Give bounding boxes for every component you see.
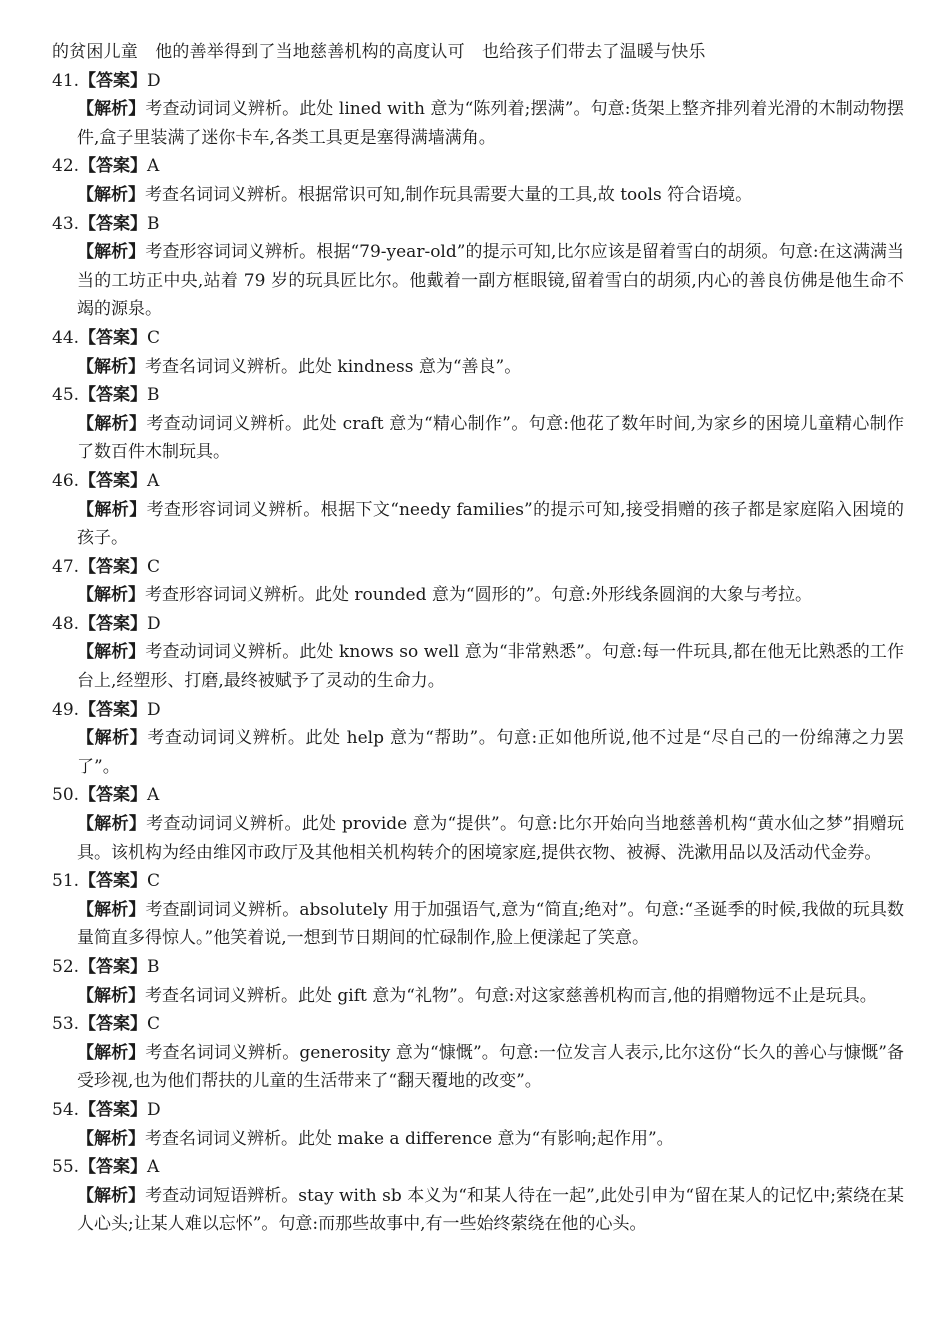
answer-tag: 【答案】 xyxy=(79,871,148,892)
answer-line xyxy=(52,152,904,181)
explanation-text: 考查动词词义辨析。此处 craft 意为“精心制作”。句意:他花了数年时间,为家乡的困境儿童精心制作了数百件木制玩具。 xyxy=(77,413,905,463)
explanation xyxy=(52,1125,904,1154)
explanation xyxy=(52,1182,904,1239)
answer-value: D xyxy=(147,1099,161,1120)
explanation-tag: 【解析】 xyxy=(77,356,145,377)
answer-value: A xyxy=(147,470,160,491)
question-number: 43. xyxy=(52,213,80,234)
answer-tag: 【答案】 xyxy=(79,385,148,406)
answer-line xyxy=(52,381,904,410)
explanation xyxy=(52,896,904,953)
explanation-tag: 【解析】 xyxy=(77,242,146,263)
explanation-tag: 【解析】 xyxy=(77,814,147,835)
question-number: 42. xyxy=(52,156,80,177)
explanation xyxy=(52,810,904,867)
answer-line xyxy=(52,953,904,982)
answer-value: D xyxy=(147,613,161,634)
explanation-tag: 【解析】 xyxy=(77,642,146,663)
answer-tag: 【答案】 xyxy=(79,1099,148,1120)
answer-line xyxy=(52,781,904,810)
explanation xyxy=(52,238,904,324)
question-number: 51. xyxy=(52,871,80,892)
explanation xyxy=(52,496,904,553)
answer-tag: 【答案】 xyxy=(79,613,148,634)
answer-line xyxy=(52,553,904,582)
explanation xyxy=(52,581,904,610)
explanation-text: 考查名词词义辨析。此处 kindness 意为“善良”。 xyxy=(145,356,522,377)
explanation-text: 考查动词词义辨析。此处 knows so well 意为“非常熟悉”。句意:每一件玩具,都在他无比熟悉的工作台上,经塑形、打磨,最终被赋予了灵动的生命力。 xyxy=(77,642,904,692)
question-number: 46. xyxy=(52,470,80,491)
explanation-text: 考查动词词义辨析。此处 help 意为“帮助”。句意:正如他所说,他不过是“尽自己的一份绵薄之力罢了”。 xyxy=(77,728,905,777)
explanation-tag: 【解析】 xyxy=(77,1185,146,1206)
explanation xyxy=(52,724,904,781)
explanation-text: 考查形容词词义辨析。此处 rounded 意为“圆形的”。句意:外形线条圆润的大象与考拉。 xyxy=(145,585,812,606)
question-number: 53. xyxy=(52,1014,80,1035)
answer-line xyxy=(52,696,904,725)
answer-tag: 【答案】 xyxy=(79,785,148,806)
answer-value: C xyxy=(147,1014,161,1035)
answer-item xyxy=(52,696,904,782)
answer-line xyxy=(52,610,904,639)
answer-line xyxy=(52,210,904,239)
answer-tag: 【答案】 xyxy=(79,957,148,977)
question-number: 44. xyxy=(52,327,80,348)
answer-item xyxy=(52,1010,904,1096)
question-number: 52. xyxy=(52,957,80,977)
answer-value: D xyxy=(147,699,161,720)
explanation-text: 考查名词词义辨析。generosity 意为“慷慨”。句意:一位发言人表示,比尔这份“长久的善心与慷慨”备受珍视,也为他们帮扶的儿童的生活带来了“翻天覆地的改变”。 xyxy=(77,1042,904,1092)
answer-tag: 【答案】 xyxy=(79,70,148,91)
question-number: 55. xyxy=(52,1157,80,1178)
explanation-tag: 【解析】 xyxy=(77,985,145,1006)
answer-tag: 【答案】 xyxy=(79,327,148,348)
answer-item xyxy=(52,1096,904,1153)
explanation-text: 考查动词词义辨析。此处 lined with 意为“陈列着;摆满”。句意:货架上整齐排列着光滑的木制动物摆件,盒子里装满了迷你卡车,各类工具更是塞得满墙满角。 xyxy=(77,99,904,148)
answer-value: C xyxy=(147,556,161,577)
explanation xyxy=(52,410,904,467)
explanation-tag: 【解析】 xyxy=(77,585,145,606)
answer-value: B xyxy=(147,957,160,977)
answer-item xyxy=(52,953,904,1010)
explanation-text: 考查名词词义辨析。此处 make a difference 意为“有影响;起作用”。 xyxy=(145,1128,674,1149)
question-number: 45. xyxy=(52,385,80,406)
explanation-tag: 【解析】 xyxy=(77,728,148,749)
explanation xyxy=(52,181,904,210)
answer-line xyxy=(52,324,904,353)
answer-tag: 【答案】 xyxy=(79,156,148,177)
answer-list xyxy=(52,67,904,1239)
explanation xyxy=(52,982,904,1011)
answer-item xyxy=(52,1153,904,1239)
answer-item xyxy=(52,867,904,953)
answer-value: B xyxy=(147,213,160,234)
answer-value: C xyxy=(147,327,161,348)
question-number: 41. xyxy=(52,70,80,91)
explanation xyxy=(52,353,904,382)
intro-text: 的贫困儿童 他的善举得到了当地慈善机构的高度认可 也给孩子们带去了温暖与快乐 xyxy=(52,42,706,62)
answer-item xyxy=(52,381,904,467)
explanation-tag: 【解析】 xyxy=(77,1128,145,1149)
explanation-tag: 【解析】 xyxy=(77,184,145,205)
answer-value: C xyxy=(147,871,161,892)
answer-tag: 【答案】 xyxy=(79,556,148,577)
question-number: 49. xyxy=(52,699,80,720)
question-number: 54. xyxy=(52,1099,80,1120)
answer-item xyxy=(52,467,904,553)
answer-value: A xyxy=(147,1157,160,1178)
answer-item xyxy=(52,152,904,209)
explanation-tag: 【解析】 xyxy=(77,413,147,434)
explanation xyxy=(52,638,904,695)
explanation-tag: 【解析】 xyxy=(77,99,146,120)
answer-key-page xyxy=(52,38,904,1239)
explanation xyxy=(52,95,904,152)
answer-tag: 【答案】 xyxy=(79,470,148,491)
explanation-tag: 【解析】 xyxy=(77,1042,146,1063)
answer-tag: 【答案】 xyxy=(79,1014,148,1035)
answer-item xyxy=(52,324,904,381)
answer-line xyxy=(52,67,904,96)
explanation-tag: 【解析】 xyxy=(77,899,146,920)
answer-item xyxy=(52,553,904,610)
explanation-tag: 【解析】 xyxy=(77,499,147,520)
answer-item xyxy=(52,610,904,696)
answer-item xyxy=(52,67,904,153)
answer-tag: 【答案】 xyxy=(79,699,148,720)
question-number: 50. xyxy=(52,785,80,806)
answer-value: A xyxy=(147,156,160,177)
explanation-text: 考查名词词义辨析。此处 gift 意为“礼物”。句意:对这家慈善机构而言,他的捐赠物远不止是玩具。 xyxy=(145,985,877,1006)
answer-line xyxy=(52,1096,904,1125)
answer-item xyxy=(52,781,904,867)
explanation xyxy=(52,1039,904,1096)
answer-tag: 【答案】 xyxy=(79,213,148,234)
explanation-text: 考查名词词义辨析。根据常识可知,制作玩具需要大量的工具,故 tools 符合语境。 xyxy=(145,184,753,205)
answer-line xyxy=(52,867,904,896)
explanation-text: 考查动词词义辨析。此处 provide 意为“提供”。句意:比尔开始向当地慈善机构“黄水仙之梦”捐赠玩具。该机构为经由维冈市政厅及其他相关机构转介的困境家庭,提供衣物、被褥、洗漱用品以及活动代金券。 xyxy=(77,814,905,863)
answer-value: B xyxy=(147,385,160,406)
explanation-text: 考查副词词义辨析。absolutely 用于加强语气,意为“简直;绝对”。句意:“圣诞季的时候,我做的玩具数量简直多得惊人。”他笑着说,一想到节日期间的忙碌制作,脸上便漾起了笑意。 xyxy=(77,899,904,949)
explanation-text: 考查形容词词义辨析。根据下文“needy families”的提示可知,接受捐赠的孩子都是家庭陷入困境的孩子。 xyxy=(77,499,905,549)
explanation-text: 考查形容词词义辨析。根据“79-year-old”的提示可知,比尔应该是留着雪白的胡须。句意:在这满满当当的工坊正中央,站着 79 岁的玩具匠比尔。他戴着一副方框眼镜,留着雪白的胡须,内心的善良仿佛是他生命不竭的源泉。 xyxy=(77,242,905,320)
answer-line xyxy=(52,1010,904,1039)
explanation-text: 考查动词短语辨析。stay with sb 本义为“和某人待在一起”,此处引申为“留在某人的记忆中;萦绕在某人心头;让某人难以忘怀”。句意:而那些故事中,有一些始终萦绕在他的心头。 xyxy=(77,1185,905,1235)
answer-item xyxy=(52,210,904,324)
answer-value: D xyxy=(147,70,161,91)
question-number: 48. xyxy=(52,613,80,634)
answer-tag: 【答案】 xyxy=(79,1157,148,1178)
question-number: 47. xyxy=(52,556,80,577)
answer-value: A xyxy=(147,785,160,806)
answer-line xyxy=(52,1153,904,1182)
answer-line xyxy=(52,467,904,496)
